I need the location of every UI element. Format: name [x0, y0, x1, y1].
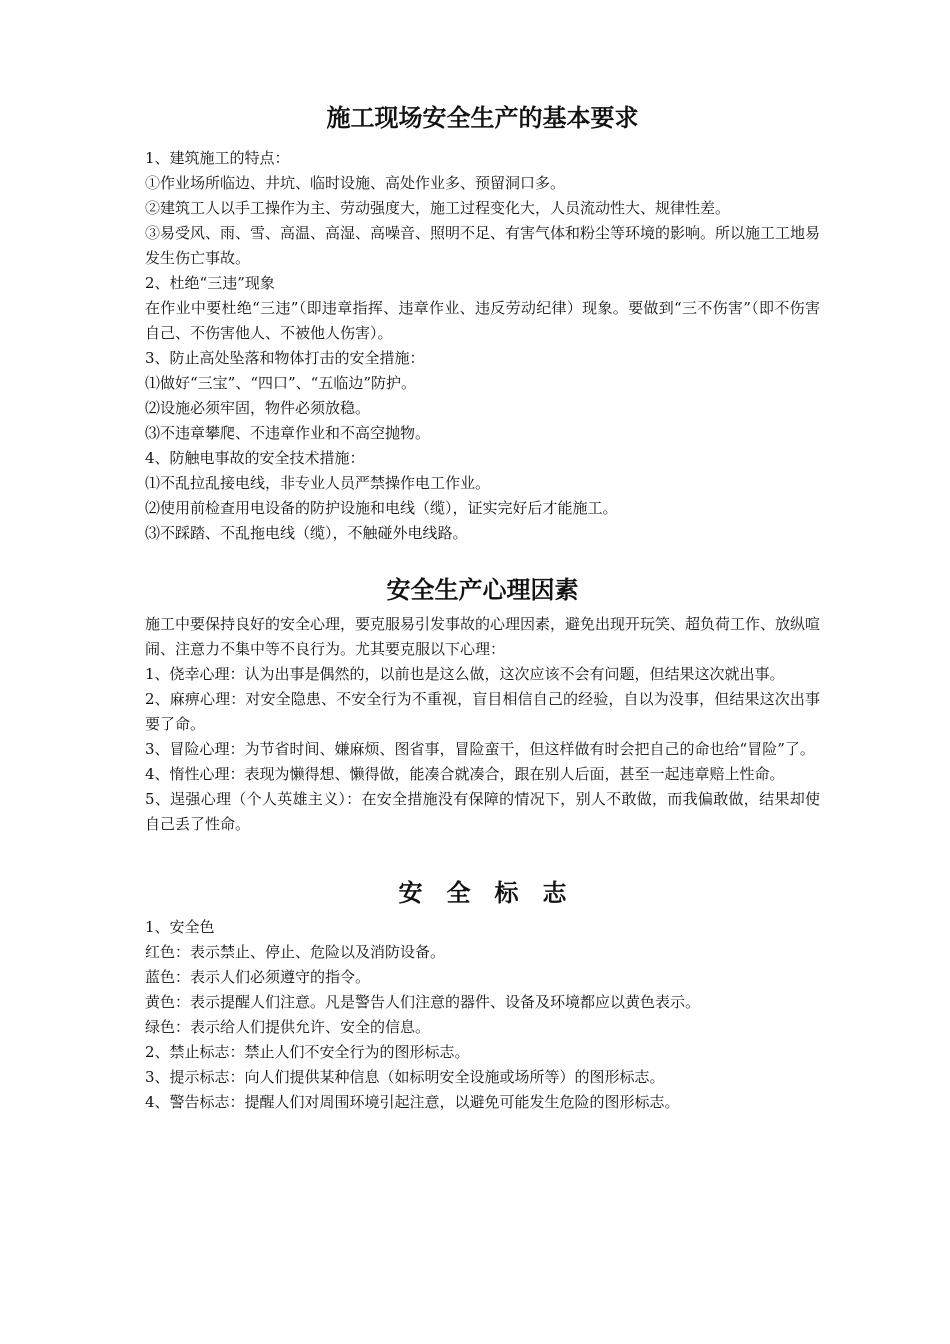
paragraph: ⑴不乱拉乱接电线，非专业人员严禁操作电工作业。 [145, 474, 491, 492]
document-content [145, 96, 820, 1115]
paragraph: 1、侥幸心理：认为出事是偶然的，以前也是这么做，这次应该不会有问题，但结果这次就出事。 [145, 665, 785, 683]
section-title-safety-signs: 安全标志 [398, 878, 591, 907]
paragraph: 3、提示标志：向人们提供某种信息（如标明安全设施或场所等）的图形标志。 [145, 1068, 665, 1086]
paragraph: 2、杜绝“三违”现象 [145, 274, 275, 292]
paragraph: 蓝色：表示人们必须遵守的指令。 [145, 968, 371, 986]
paragraph: 绿色：表示给人们提供允许、安全的信息。 [145, 1018, 431, 1036]
paragraph: 4、惰性心理：表现为懒得想、懒得做，能凑合就凑合，跟在别人后面，甚至一起违章赔上性命。 [145, 765, 785, 783]
section-psychology [145, 612, 820, 837]
section-spacer [145, 837, 820, 871]
section-title-psychology: 安全生产心理因素 [386, 575, 579, 604]
paragraph: 5、逞强心理（个人英雄主义）：在安全措施没有保障的情况下，别人不敢做，而我偏敢做，结果却使自己丢了性命。 [145, 790, 820, 833]
paragraph: 2、禁止标志：禁止人们不安全行为的图形标志。 [145, 1043, 470, 1061]
paragraph: ③易受风、雨、雪、高温、高湿、高噪音、照明不足、有害气体和粉尘等环境的影响。所以施工工地易发生伤亡事故。 [145, 224, 821, 267]
paragraph: 4、警告标志：提醒人们对周围环境引起注意，以避免可能发生危险的图形标志。 [145, 1093, 680, 1111]
paragraph: 2、麻痹心理：对安全隐患、不安全行为不重视，盲目相信自己的经验，自以为没事，但结果这次出事要了命。 [145, 690, 820, 733]
section-basic-requirements [145, 146, 820, 546]
section-title-basic-requirements: 施工现场安全生产的基本要求 [326, 103, 639, 132]
paragraph: 在作业中要杜绝“三违”（即违章指挥、违章作业、违反劳动纪律）现象。要做到“三不伤害”（即不伤害自己、不伤害他人、不被他人伤害）。 [145, 299, 820, 342]
section-spacer [145, 546, 820, 568]
paragraph: 红色：表示禁止、停止、危险以及消防设备。 [145, 943, 446, 961]
paragraph: ⑴做好“三宝”、“四口”、“五临边”防护。 [145, 374, 417, 392]
paragraph: 施工中要保持良好的安全心理，要克服易引发事故的心理因素，避免出现开玩笑、超负荷工作、放纵喧闹、注意力不集中等不良行为。尤其要克服以下心理： [145, 615, 821, 658]
paragraph: ⑶不踩踏、不乱拖电线（缆），不触碰外电线路。 [145, 524, 468, 542]
paragraph: 1、安全色 [145, 918, 215, 936]
paragraph: 黄色：表示提醒人们注意。凡是警告人们注意的器件、设备及环境都应以黄色表示。 [145, 993, 701, 1011]
paragraph: ⑵使用前检查用电设备的防护设施和电线（缆），证实完好后才能施工。 [145, 499, 618, 517]
paragraph: ⑵设施必须牢固，物件必须放稳。 [145, 399, 371, 417]
paragraph: 3、冒险心理：为节省时间、嫌麻烦、图省事，冒险蛮干，但这样做有时会把自己的命也给“冒险”了。 [145, 740, 815, 758]
paragraph: ①作业场所临边、井坑、临时设施、高处作业多、预留洞口多。 [145, 174, 566, 192]
paragraph: 1、建筑施工的特点： [145, 149, 290, 167]
paragraph: ②建筑工人以手工操作为主、劳动强度大，施工过程变化大，人员流动性大、规律性差。 [145, 199, 731, 217]
paragraph: 3、防止高处坠落和物体打击的安全措施： [145, 349, 425, 367]
paragraph: ⑶不违章攀爬、不违章作业和不高空抛物。 [145, 424, 431, 442]
section-safety-signs [145, 915, 820, 1115]
paragraph: 4、防触电事故的安全技术措施： [145, 449, 365, 467]
